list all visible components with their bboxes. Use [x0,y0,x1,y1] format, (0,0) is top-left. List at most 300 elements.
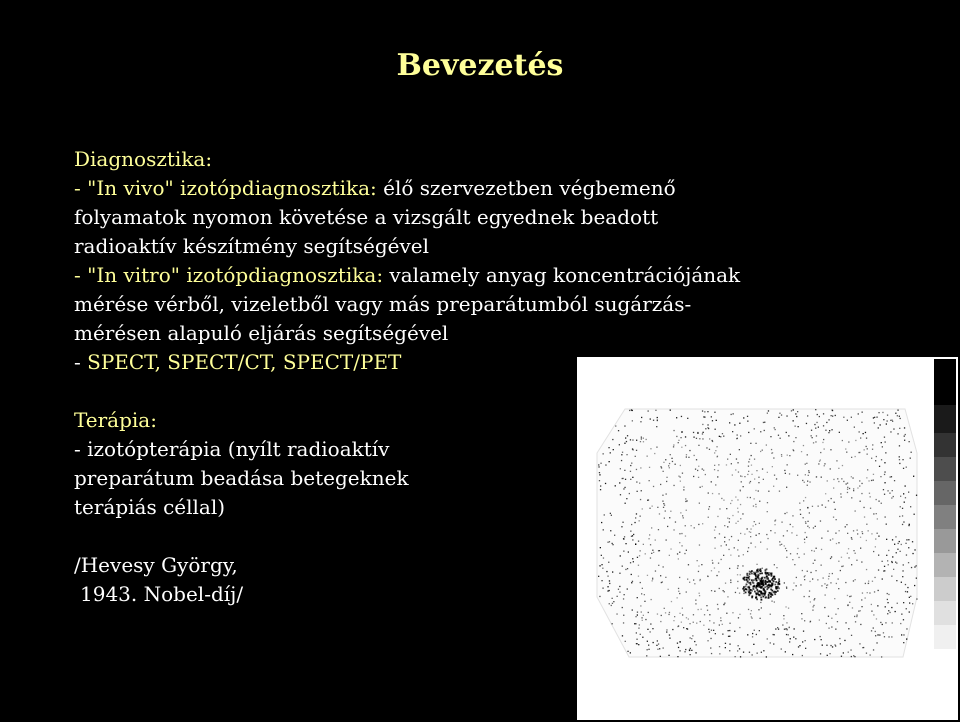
speckle-dot [906,608,907,609]
speckle-dot [704,614,705,615]
speckle-dot [678,591,679,592]
speckle-dot [678,558,679,559]
speckle-dot [855,553,856,554]
speckle-dot [683,489,684,490]
speckle-dot [642,588,643,589]
speckle-dot [891,576,892,577]
speckle-dot [847,489,848,490]
speckle-dot [855,579,856,580]
speckle-dot [673,485,674,486]
speckle-dot [873,480,874,481]
speckle-dot [793,420,794,421]
speckle-dot [784,470,785,471]
speckle-dot [685,649,686,650]
speckle-dot [871,480,872,481]
speckle-dot [862,592,863,593]
speckle-dot [789,641,790,642]
speckle-dot [609,580,610,581]
speckle-dot [697,432,698,433]
speckle-dot [756,564,757,565]
speckle-dot [651,599,652,600]
speckle-dot [905,497,906,498]
speckle-dot [749,652,750,653]
speckle-dot [835,415,836,416]
speckle-dot [906,554,907,555]
speckle-dot [899,516,900,517]
speckle-dot [805,648,806,649]
speckle-dot [856,560,857,561]
speckle-dot [786,550,787,551]
speckle-dot [914,585,915,586]
speckle-dot [606,571,607,572]
speckle-dot [905,584,906,585]
speckle-dot [630,479,631,480]
speckle-dot [828,616,829,617]
speckle-dot [652,580,653,581]
speckle-dot [708,428,709,429]
speckle-dot [802,641,803,642]
speckle-dot [631,463,632,464]
speckle-dot [843,652,844,653]
speckle-dot [665,577,666,578]
speckle-dot [902,576,903,577]
speckle-dot [788,435,789,436]
speckle-dot [756,634,757,635]
speckle-dot [776,478,777,479]
speckle-dot [813,527,814,528]
speckle-dot [788,608,789,609]
speckle-dot [681,622,682,623]
speckle-dot [691,638,692,639]
hotspot-dot [755,593,757,595]
speckle-dot [709,506,710,507]
speckle-dot [718,608,719,609]
speckle-dot [718,571,719,572]
gray-step [934,505,956,529]
speckle-dot [893,496,894,497]
speckle-dot [657,417,658,418]
speckle-dot [869,592,870,593]
speckle-dot [822,442,823,443]
speckle-dot [715,484,716,485]
speckle-dot [884,471,885,472]
speckle-dot [829,430,830,431]
speckle-dot [686,500,687,501]
speckle-dot [876,513,877,514]
speckle-dot [755,546,756,547]
hotspot-dot [752,586,754,588]
speckle-dot [680,476,681,477]
speckle-dot [702,523,703,524]
hotspot-dot [745,586,747,588]
hotspot-dot [746,584,748,586]
speckle-dot [877,605,878,606]
speckle-dot [618,430,619,431]
hotspot-dot [755,577,757,579]
hotspot-dot [746,589,748,591]
speckle-dot [694,583,695,584]
speckle-dot [789,627,790,628]
speckle-dot [637,614,638,615]
speckle-dot [687,629,688,630]
speckle-dot [841,566,842,567]
speckle-dot [605,483,606,484]
speckle-dot [767,511,768,512]
speckle-dot [628,551,629,552]
speckle-dot [747,421,748,422]
speckle-dot [659,648,660,649]
speckle-dot [743,593,744,594]
speckle-dot [603,557,604,558]
speckle-dot [722,433,723,434]
speckle-dot [804,542,805,543]
speckle-dot [731,500,732,501]
hotspot-dot [766,568,768,570]
speckle-dot [702,486,703,487]
speckle-dot [759,533,760,534]
speckle-dot [748,471,749,472]
speckle-dot [678,647,679,648]
speckle-dot [666,631,667,632]
speckle-dot [640,499,641,500]
speckle-dot [896,552,897,553]
speckle-dot [834,502,835,503]
speckle-dot [735,523,736,524]
speckle-dot [685,498,686,499]
speckle-dot [727,518,728,519]
speckle-dot [686,510,687,511]
speckle-dot [626,454,627,455]
speckle-dot [613,601,614,602]
speckle-dot [647,575,648,576]
speckle-dot [863,507,864,508]
hotspot-dot [749,593,751,595]
speckle-dot [661,615,662,616]
speckle-dot [864,449,865,450]
gray-step [934,577,956,601]
hotspot-dot [764,581,766,583]
speckle-dot [826,422,827,423]
speckle-dot [615,425,616,426]
speckle-dot [598,466,599,467]
speckle-dot [715,633,716,634]
hotspot-dot [771,582,773,584]
speckle-dot [620,468,621,469]
speckle-dot [821,538,822,539]
speckle-dot [650,544,651,545]
speckle-dot [863,647,864,648]
speckle-dot [640,605,641,606]
speckle-dot [867,592,868,593]
speckle-dot [878,569,879,570]
speckle-dot [832,416,833,417]
speckle-dot [600,489,601,490]
speckle-dot [629,493,630,494]
speckle-dot [689,650,690,651]
speckle-dot [858,452,859,453]
speckle-dot [884,462,885,463]
speckle-dot [825,507,826,508]
speckle-dot [892,421,893,422]
speckle-dot [820,452,821,453]
speckle-dot [624,594,625,595]
speckle-dot [739,593,740,594]
speckle-dot [719,508,720,509]
hotspot-dot [766,575,768,577]
hotspot-dot [748,577,750,579]
speckle-dot [781,454,782,455]
speckle-dot [782,624,783,625]
hotspot-dot [749,573,751,575]
speckle-dot [627,435,628,436]
hotspot-dot [767,585,769,587]
speckle-dot [708,517,709,518]
speckle-dot [720,620,721,621]
speckle-dot [797,411,798,412]
speckle-dot [668,589,669,590]
speckle-dot [650,623,651,624]
speckle-dot [720,436,721,437]
speckle-dot [822,645,823,646]
speckle-dot [841,478,842,479]
speckle-dot [751,465,752,466]
speckle-dot [619,586,620,587]
speckle-dot [686,617,687,618]
speckle-dot [612,544,613,545]
speckle-dot [635,543,636,544]
speckle-dot [912,603,913,604]
hotspot-dot [748,582,750,584]
speckle-dot [676,436,677,437]
speckle-dot [607,586,608,587]
speckle-dot [740,475,741,476]
speckle-dot [906,539,907,540]
speckle-dot [773,457,774,458]
speckle-dot [660,656,661,657]
speckle-dot [803,517,804,518]
speckle-dot [821,585,822,586]
speckle-dot [913,476,914,477]
speckle-dot [871,611,872,612]
gray-step [934,481,956,505]
speckle-dot [679,533,680,534]
speckle-dot [669,467,670,468]
speckle-dot [844,640,845,641]
speckle-dot [795,437,796,438]
speckle-dot [672,461,673,462]
speckle-dot [760,542,761,543]
speckle-dot [632,420,633,421]
speckle-dot [736,438,737,439]
speckle-dot [707,610,708,611]
speckle-dot [679,613,680,614]
speckle-dot [859,431,860,432]
speckle-dot [653,420,654,421]
speckle-dot [640,582,641,583]
speckle-dot [648,612,649,613]
hevesy-line-1: /Hevesy György, [74,553,238,577]
speckle-dot [821,549,822,550]
in-vitro-line-1 [74,261,934,290]
speckle-dot [739,614,740,615]
speckle-dot [738,511,739,512]
speckle-dot [675,521,676,522]
speckle-dot [845,582,846,583]
speckle-dot [840,493,841,494]
speckle-dot [679,577,680,578]
speckle-dot [739,627,740,628]
speckle-dot [669,634,670,635]
speckle-dot [701,609,702,610]
speckle-dot [853,530,854,531]
speckle-dot [750,536,751,537]
speckle-dot [693,579,694,580]
speckle-dot [601,564,602,565]
speckle-dot [861,599,862,600]
speckle-dot [698,445,699,446]
speckle-dot [780,544,781,545]
speckle-dot [706,447,707,448]
speckle-dot [762,450,763,451]
speckle-dot [810,621,811,622]
speckle-dot [843,417,844,418]
speckle-dot [854,427,855,428]
hotspot-dot [743,590,745,592]
speckle-dot [896,563,897,564]
speckle-dot [809,481,810,482]
speckle-dot [734,547,735,548]
speckle-dot [631,536,632,537]
speckle-dot [795,413,796,414]
speckle-dot [764,422,765,423]
speckle-dot [763,422,764,423]
speckle-dot [872,581,873,582]
speckle-dot [601,580,602,581]
speckle-dot [790,524,791,525]
speckle-dot [831,415,832,416]
speckle-dot [612,439,613,440]
speckle-dot [828,500,829,501]
speckle-dot [706,605,707,606]
speckle-dot [832,573,833,574]
scintigraphy-image [577,357,958,720]
speckle-dot [814,599,815,600]
speckle-dot [678,625,679,626]
speckle-dot [886,524,887,525]
speckle-dot [881,656,882,657]
speckle-dot [778,417,779,418]
speckle-dot [627,651,628,652]
speckle-dot [689,623,690,624]
speckle-dot [709,620,710,621]
speckle-dot [818,506,819,507]
speckle-dot [836,460,837,461]
speckle-dot [677,643,678,644]
speckle-dot [760,602,761,603]
speckle-dot [726,613,727,614]
speckle-dot [792,559,793,560]
speckle-dot [802,655,803,656]
speckle-dot [666,477,667,478]
speckle-dot [810,601,811,602]
speckle-dot [665,612,666,613]
speckle-dot [758,482,759,483]
speckle-dot [642,637,643,638]
hotspot-dot [752,588,754,590]
speckle-dot [737,588,738,589]
speckle-dot [664,518,665,519]
speckle-dot [876,618,877,619]
speckle-dot [652,506,653,507]
speckle-dot [816,422,817,423]
speckle-dot [640,421,641,422]
speckle-dot [655,539,656,540]
speckle-dot [730,503,731,504]
speckle-dot [817,414,818,415]
speckle-dot [737,574,738,575]
speckle-dot [778,629,779,630]
speckle-dot [903,619,904,620]
speckle-dot [609,583,610,584]
speckle-dot [732,474,733,475]
speckle-dot [856,615,857,616]
speckle-dot [615,485,616,486]
speckle-dot [664,608,665,609]
speckle-dot [870,496,871,497]
speckle-dot [698,466,699,467]
hotspot-dot [747,586,749,588]
speckle-dot [905,543,906,544]
speckle-dot [783,618,784,619]
speckle-dot [623,615,624,616]
speckle-dot [700,487,701,488]
speckle-dot [641,593,642,594]
speckle-dot [750,532,751,533]
speckle-dot [741,481,742,482]
speckle-dot [729,644,730,645]
speckle-dot [879,634,880,635]
speckle-dot [686,591,687,592]
speckle-dot [830,558,831,559]
speckle-dot [828,576,829,577]
speckle-dot [698,571,699,572]
speckle-dot [826,587,827,588]
speckle-dot [723,436,724,437]
speckle-dot [712,420,713,421]
speckle-dot [686,550,687,551]
speckle-dot [632,539,633,540]
speckle-dot [643,438,644,439]
speckle-dot [826,585,827,586]
speckle-dot [893,428,894,429]
speckle-dot [904,440,905,441]
speckle-dot [698,565,699,566]
speckle-dot [728,549,729,550]
speckle-dot [697,470,698,471]
speckle-dot [735,592,736,593]
speckle-dot [847,420,848,421]
speckle-dot [877,518,878,519]
speckle-dot [601,522,602,523]
speckle-dot [819,461,820,462]
speckle-dot [658,529,659,530]
speckle-dot [830,539,831,540]
speckle-dot [774,475,775,476]
speckle-dot [781,648,782,649]
speckle-dot [901,582,902,583]
speckle-dot [841,656,842,657]
speckle-dot [878,427,879,428]
